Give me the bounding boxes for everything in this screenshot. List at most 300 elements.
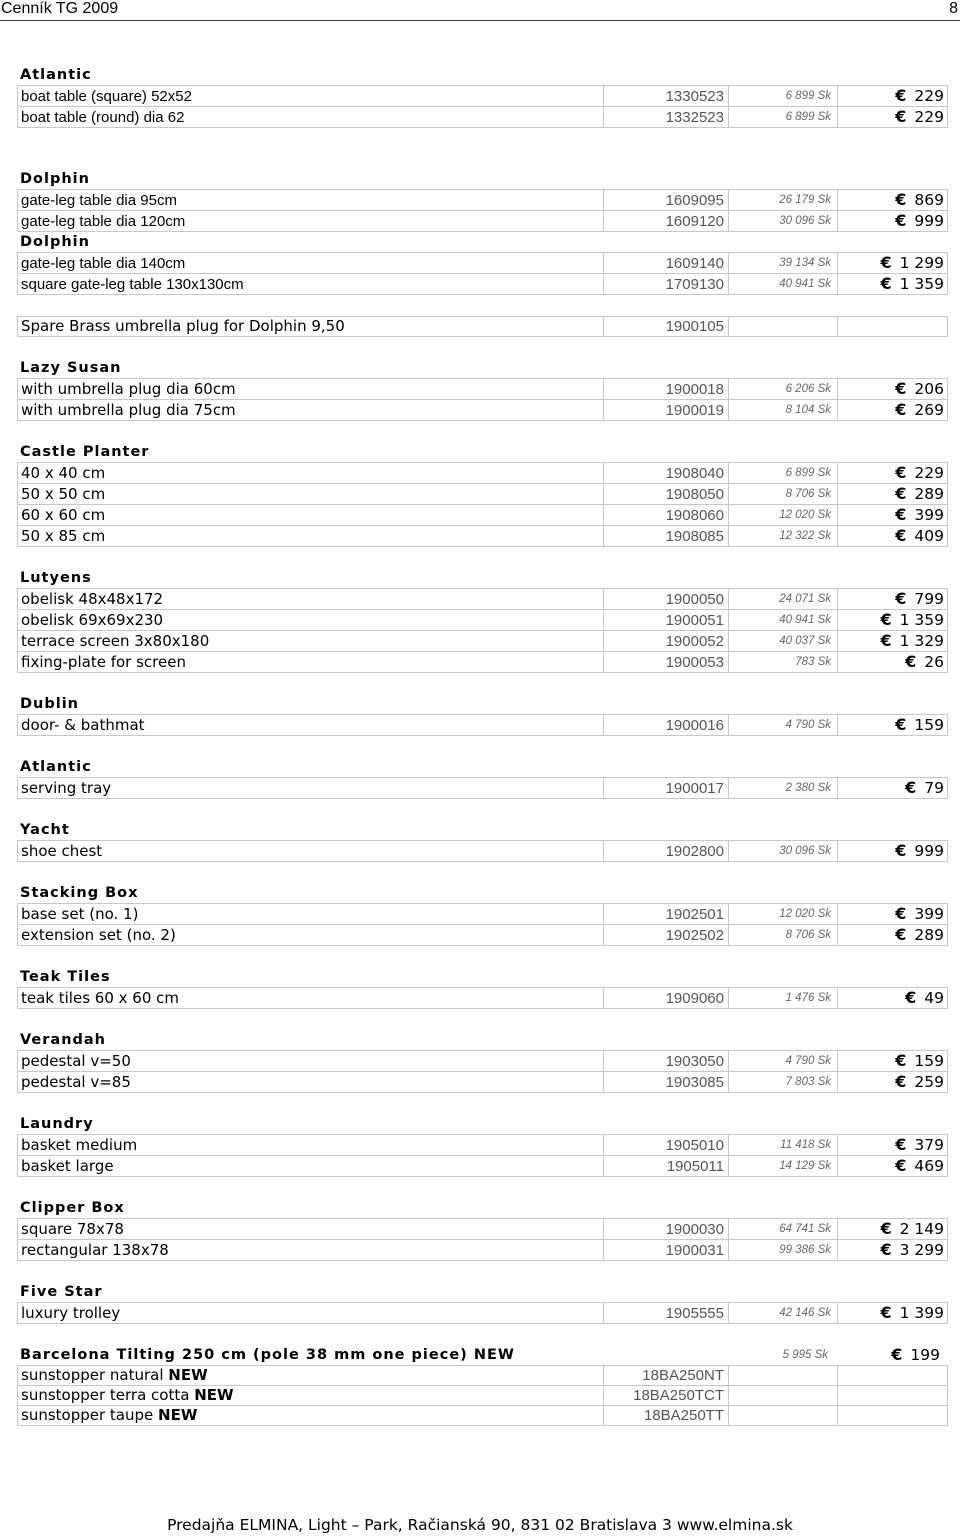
item-name (18, 589, 604, 610)
item-name-text: teak tiles 60 x 60 cm (21, 988, 179, 1007)
item-price-eur-value: 79 (924, 779, 944, 797)
euro-icon: € (880, 631, 892, 650)
item-code: 1908060 (604, 505, 729, 526)
item-name (18, 631, 604, 652)
item-code: 1900019 (604, 400, 729, 421)
item-price-eur-value: 999 (914, 842, 944, 860)
item-price-eur (838, 1386, 948, 1406)
item-name (18, 379, 604, 400)
header-rule (0, 20, 960, 21)
table-row (18, 86, 948, 107)
page-footer: Predajňa ELMINA, Light – Park, Račianská 90, 831 02 Bratislava 3 www.elmina.sk (167, 1516, 793, 1534)
section-1 (17, 169, 943, 232)
item-price-eur-value: 1 359 (899, 611, 944, 629)
section-price-eur (891, 1345, 940, 1365)
price-table (17, 840, 948, 862)
item-name-text: sunstopper taupe (21, 1406, 159, 1424)
item-name-text: extension set (no. 2) (21, 925, 176, 944)
price-table (17, 189, 948, 232)
table-row (18, 526, 948, 547)
euro-icon: € (895, 484, 907, 503)
new-badge: NEW (168, 1366, 208, 1384)
item-name (18, 1386, 604, 1406)
item-name-text: terrace screen 3x80x180 (21, 631, 210, 650)
section-title: Stacking Box (20, 885, 139, 901)
item-price-eur-value: 409 (914, 527, 944, 545)
section-11 (17, 967, 943, 1009)
euro-icon: € (905, 652, 917, 671)
item-name-text: sunstopper terra cotta (21, 1386, 195, 1404)
price-table (17, 1050, 948, 1093)
item-name-text: obelisk 69x69x230 (21, 610, 164, 629)
item-price-eur (838, 1051, 948, 1072)
item-code: 1900016 (604, 715, 729, 736)
euro-icon: € (880, 1219, 892, 1238)
item-price-sk: 12 020 Sk (729, 505, 838, 526)
euro-icon: € (895, 904, 907, 923)
item-code: 1609140 (604, 253, 729, 274)
item-price-sk: 783 Sk (729, 652, 838, 673)
item-name-text: rectangular 138x78 (21, 1240, 169, 1259)
item-code: 1900051 (604, 610, 729, 631)
euro-icon: € (880, 1240, 892, 1259)
section-title: Laundry (20, 1116, 94, 1132)
item-price-eur (838, 1135, 948, 1156)
item-price-sk: 8 104 Sk (729, 400, 838, 421)
item-name-text: boat table (round) dia 62 (21, 108, 185, 126)
euro-icon: € (895, 379, 907, 398)
price-table (17, 85, 948, 128)
section-2 (17, 232, 943, 295)
item-name-text: gate-leg table dia 140cm (21, 254, 186, 272)
price-table (17, 903, 948, 946)
item-code: 1902502 (604, 925, 729, 946)
price-table (17, 316, 948, 337)
item-name (18, 778, 604, 799)
item-price-eur-value: 869 (914, 191, 944, 209)
item-name-text: pedestal v=50 (21, 1051, 131, 1070)
item-code: 1709130 (604, 274, 729, 295)
euro-icon: € (895, 505, 907, 524)
item-price-sk (729, 317, 838, 337)
item-code: 1909060 (604, 988, 729, 1009)
item-name-text: basket medium (21, 1135, 138, 1154)
table-row (18, 190, 948, 211)
item-code: 1900052 (604, 631, 729, 652)
item-price-eur (838, 274, 948, 295)
section-title: Verandah (20, 1032, 107, 1048)
item-price-eur-value: 159 (914, 716, 944, 734)
item-price-eur (838, 1072, 948, 1093)
item-code: 1905010 (604, 1135, 729, 1156)
item-price-eur-value: 399 (914, 905, 944, 923)
item-price-sk: 39 134 Sk (729, 253, 838, 274)
item-price-sk: 99 386 Sk (729, 1240, 838, 1261)
item-price-eur (838, 904, 948, 925)
item-price-sk: 4 790 Sk (729, 1051, 838, 1072)
item-price-eur (838, 463, 948, 484)
item-price-sk: 24 071 Sk (729, 589, 838, 610)
price-table (17, 1134, 948, 1177)
item-price-eur-value: 229 (914, 87, 944, 105)
item-price-eur (838, 190, 948, 211)
item-name (18, 1240, 604, 1261)
item-price-eur (838, 1156, 948, 1177)
section-13 (17, 1114, 943, 1177)
section-title: Dublin (20, 696, 80, 712)
item-code: 1609095 (604, 190, 729, 211)
item-price-eur (838, 484, 948, 505)
section-price-sk: 5 995 Sk (782, 1349, 828, 1361)
section-8 (17, 757, 943, 799)
section-title: Atlantic (20, 759, 92, 775)
item-price-eur (838, 526, 948, 547)
price-table (17, 714, 948, 736)
section-9 (17, 820, 943, 862)
item-price-sk: 12 020 Sk (729, 904, 838, 925)
item-name-text: sunstopper natural (21, 1366, 169, 1384)
item-code: 1903085 (604, 1072, 729, 1093)
item-name (18, 1303, 604, 1324)
item-name-text: door- & bathmat (21, 715, 145, 734)
item-name (18, 190, 604, 211)
item-price-eur-value: 999 (914, 212, 944, 230)
page-number: 8 (949, 0, 958, 17)
item-price-eur (838, 317, 948, 337)
price-table (17, 378, 948, 421)
item-code: 1908085 (604, 526, 729, 547)
item-price-eur-value: 399 (914, 506, 944, 524)
new-badge: NEW (158, 1406, 198, 1424)
table-row (18, 1135, 948, 1156)
table-row (18, 1366, 948, 1386)
item-name (18, 1406, 604, 1426)
item-price-eur (838, 1240, 948, 1261)
item-price-eur (838, 631, 948, 652)
item-price-eur (838, 610, 948, 631)
item-name-text: 60 x 60 cm (21, 505, 106, 524)
item-name (18, 484, 604, 505)
item-name (18, 505, 604, 526)
item-name (18, 253, 604, 274)
section-3 (17, 316, 943, 337)
item-name-text: shoe chest (21, 841, 103, 860)
item-price-sk: 40 037 Sk (729, 631, 838, 652)
item-price-eur-value: 259 (914, 1073, 944, 1091)
euro-icon: € (895, 841, 907, 860)
price-table (17, 588, 948, 673)
section-6 (17, 568, 943, 673)
item-code: 1902501 (604, 904, 729, 925)
table-row (18, 778, 948, 799)
item-name (18, 904, 604, 925)
item-price-sk: 6 206 Sk (729, 379, 838, 400)
item-price-eur-value: 1 299 (899, 254, 944, 272)
table-row (18, 211, 948, 232)
item-name (18, 1366, 604, 1386)
item-name-text: 40 x 40 cm (21, 463, 106, 482)
section-4 (17, 358, 943, 421)
price-table (17, 1302, 948, 1324)
item-price-sk: 6 899 Sk (729, 86, 838, 107)
section-15 (17, 1282, 943, 1324)
item-price-sk: 40 941 Sk (729, 610, 838, 631)
table-row (18, 253, 948, 274)
item-price-eur (838, 1303, 948, 1324)
item-name (18, 274, 604, 295)
table-row (18, 610, 948, 631)
item-price-eur (838, 1219, 948, 1240)
table-row (18, 379, 948, 400)
item-price-eur (838, 86, 948, 107)
table-row (18, 505, 948, 526)
item-price-eur-value: 2 149 (899, 1220, 944, 1238)
item-name-text: luxury trolley (21, 1303, 121, 1322)
item-name (18, 988, 604, 1009)
item-price-eur-value: 3 299 (899, 1241, 944, 1259)
item-code: 1908050 (604, 484, 729, 505)
item-price-eur (838, 988, 948, 1009)
euro-icon: € (895, 1072, 907, 1091)
item-name-text: with umbrella plug dia 60cm (21, 379, 236, 398)
item-code: 1900018 (604, 379, 729, 400)
item-price-eur (838, 925, 948, 946)
section-title: Clipper Box (20, 1200, 125, 1216)
item-name (18, 715, 604, 736)
item-name (18, 400, 604, 421)
section-price-eur-value: 199 (910, 1346, 940, 1364)
euro-icon: € (895, 526, 907, 545)
item-price-eur-value: 49 (924, 989, 944, 1007)
item-code: 1908040 (604, 463, 729, 484)
item-price-eur (838, 505, 948, 526)
section-title: Atlantic (20, 67, 92, 83)
euro-icon: € (895, 211, 907, 230)
item-name-text: base set (no. 1) (21, 904, 139, 923)
price-table (17, 1218, 948, 1261)
euro-icon: € (895, 86, 907, 105)
item-code: 1900053 (604, 652, 729, 673)
item-price-eur-value: 379 (914, 1136, 944, 1154)
item-price-eur-value: 269 (914, 401, 944, 419)
table-row (18, 317, 948, 337)
section-12 (17, 1030, 943, 1093)
item-code: 1900105 (604, 317, 729, 337)
item-name-text: pedestal v=85 (21, 1072, 131, 1091)
item-name (18, 463, 604, 484)
section-10 (17, 883, 943, 946)
item-price-sk: 42 146 Sk (729, 1303, 838, 1324)
table-row (18, 841, 948, 862)
item-price-sk: 8 706 Sk (729, 484, 838, 505)
item-price-sk: 1 476 Sk (729, 988, 838, 1009)
item-price-sk (729, 1406, 838, 1426)
item-name-text: boat table (square) 52x52 (21, 87, 192, 105)
table-row (18, 484, 948, 505)
item-code: 1330523 (604, 86, 729, 107)
table-row (18, 1240, 948, 1261)
section-14 (17, 1198, 943, 1261)
item-code: 1900030 (604, 1219, 729, 1240)
item-price-eur-value: 289 (914, 926, 944, 944)
euro-icon: € (891, 1345, 903, 1364)
item-code: 1900017 (604, 778, 729, 799)
item-price-eur-value: 289 (914, 485, 944, 503)
item-name (18, 841, 604, 862)
item-price-sk: 26 179 Sk (729, 190, 838, 211)
item-price-sk (729, 1386, 838, 1406)
euro-icon: € (905, 778, 917, 797)
item-price-sk: 64 741 Sk (729, 1219, 838, 1240)
item-price-eur (838, 1366, 948, 1386)
euro-icon: € (895, 925, 907, 944)
table-row (18, 1386, 948, 1406)
item-name (18, 317, 604, 337)
item-price-eur (838, 211, 948, 232)
euro-icon: € (895, 107, 907, 126)
table-row (18, 1051, 948, 1072)
item-price-eur-value: 799 (914, 590, 944, 608)
item-code: 1332523 (604, 107, 729, 128)
item-name-text: fixing-plate for screen (21, 652, 186, 671)
item-name-text: serving tray (21, 778, 112, 797)
euro-icon: € (905, 988, 917, 1007)
table-row (18, 400, 948, 421)
section-5 (17, 442, 943, 547)
item-price-eur-value: 1 359 (899, 275, 944, 293)
item-price-sk: 30 096 Sk (729, 211, 838, 232)
euro-icon: € (895, 1051, 907, 1070)
table-row (18, 715, 948, 736)
item-name (18, 107, 604, 128)
euro-icon: € (895, 190, 907, 209)
item-code: 1900031 (604, 1240, 729, 1261)
item-price-eur (838, 652, 948, 673)
item-code: 1905555 (604, 1303, 729, 1324)
item-name (18, 1072, 604, 1093)
item-price-eur (838, 778, 948, 799)
item-price-eur-value: 159 (914, 1052, 944, 1070)
euro-icon: € (880, 274, 892, 293)
item-code: 18BA250TT (604, 1406, 729, 1426)
item-price-sk: 12 322 Sk (729, 526, 838, 547)
item-code: 1903050 (604, 1051, 729, 1072)
item-name-text: square 78x78 (21, 1219, 124, 1238)
item-code: 1902800 (604, 841, 729, 862)
item-price-eur (838, 1406, 948, 1426)
item-name (18, 1051, 604, 1072)
item-code: 1609120 (604, 211, 729, 232)
item-price-eur (838, 379, 948, 400)
item-price-eur (838, 107, 948, 128)
item-price-eur (838, 589, 948, 610)
item-name-text: obelisk 48x48x172 (21, 589, 164, 608)
table-row (18, 589, 948, 610)
item-name-text: Spare Brass umbrella plug for Dolphin 9,50 (21, 317, 345, 335)
page-header (0, 0, 960, 22)
price-table (17, 1365, 948, 1426)
item-name-text: gate-leg table dia 120cm (21, 212, 186, 230)
item-code: 1900050 (604, 589, 729, 610)
item-name (18, 211, 604, 232)
item-price-eur (838, 715, 948, 736)
section-title: Lazy Susan (20, 360, 122, 376)
item-price-eur-value: 1 329 (899, 632, 944, 650)
item-code: 18BA250TCT (604, 1386, 729, 1406)
item-name-text: gate-leg table dia 95cm (21, 191, 177, 209)
item-price-sk: 30 096 Sk (729, 841, 838, 862)
item-name-text: with umbrella plug dia 75cm (21, 400, 236, 419)
item-price-eur (838, 253, 948, 274)
table-row (18, 1219, 948, 1240)
table-row (18, 1406, 948, 1426)
item-price-sk (729, 1366, 838, 1386)
table-row (18, 1156, 948, 1177)
section-title: Five Star (20, 1284, 103, 1300)
item-price-sk: 8 706 Sk (729, 925, 838, 946)
section-7 (17, 694, 943, 736)
item-name (18, 925, 604, 946)
euro-icon: € (895, 715, 907, 734)
item-name (18, 652, 604, 673)
table-row (18, 988, 948, 1009)
item-price-sk: 7 803 Sk (729, 1072, 838, 1093)
item-code: 1905011 (604, 1156, 729, 1177)
item-name (18, 1219, 604, 1240)
item-price-eur-value: 26 (924, 653, 944, 671)
item-name (18, 526, 604, 547)
item-price-sk: 6 899 Sk (729, 107, 838, 128)
section-title: Castle Planter (20, 444, 150, 460)
item-name-text: 50 x 85 cm (21, 526, 106, 545)
item-price-eur-value: 206 (914, 380, 944, 398)
section-16 (17, 1345, 943, 1426)
item-price-eur-value: 469 (914, 1157, 944, 1175)
item-price-sk: 6 899 Sk (729, 463, 838, 484)
item-price-sk: 40 941 Sk (729, 274, 838, 295)
item-code: 18BA250NT (604, 1366, 729, 1386)
section-title: Lutyens (20, 570, 92, 586)
euro-icon: € (880, 1303, 892, 1322)
table-row (18, 274, 948, 295)
item-price-eur (838, 400, 948, 421)
euro-icon: € (895, 1135, 907, 1154)
price-table (17, 462, 948, 547)
item-name (18, 86, 604, 107)
new-badge: NEW (194, 1386, 234, 1404)
euro-icon: € (895, 589, 907, 608)
document-title: Cenník TG 2009 (1, 0, 119, 17)
item-price-sk: 4 790 Sk (729, 715, 838, 736)
section-title: Teak Tiles (20, 969, 111, 985)
euro-icon: € (895, 463, 907, 482)
euro-icon: € (895, 1156, 907, 1175)
item-name-text: basket large (21, 1156, 114, 1175)
item-name-text: 50 x 50 cm (21, 484, 106, 503)
euro-icon: € (895, 400, 907, 419)
item-name-text: square gate-leg table 130x130cm (21, 275, 244, 293)
table-row (18, 107, 948, 128)
section-title: Barcelona Tilting 250 cm (pole 38 mm one piece) NEW 5 995 Sk € 199 (20, 1345, 940, 1364)
table-row (18, 631, 948, 652)
price-list (17, 65, 943, 1426)
table-row (18, 904, 948, 925)
section-title: Dolphin (20, 234, 90, 250)
price-table (17, 987, 948, 1009)
table-row (18, 463, 948, 484)
section-title: Dolphin (20, 171, 90, 187)
item-price-sk: 14 129 Sk (729, 1156, 838, 1177)
